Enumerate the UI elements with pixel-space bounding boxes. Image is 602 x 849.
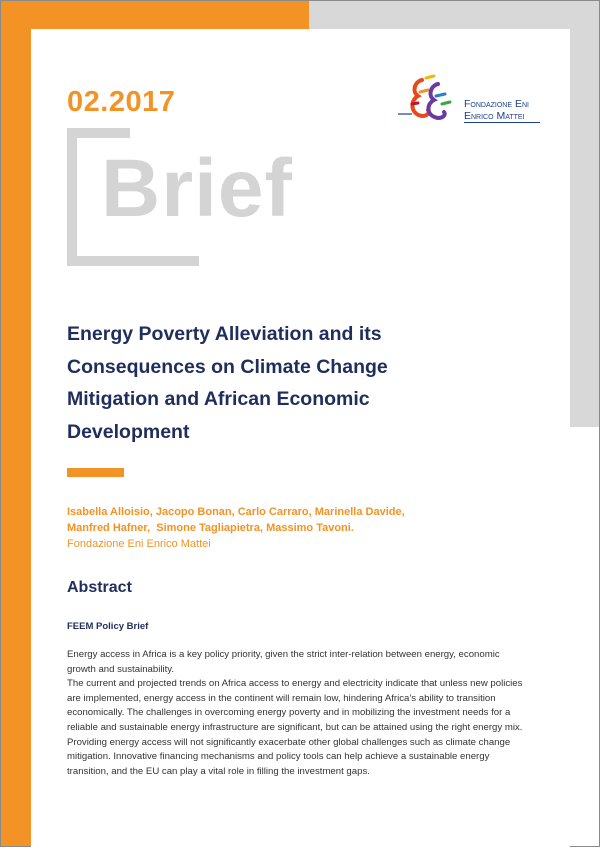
affiliation: Fondazione Eni Enrico Mattei	[67, 538, 211, 550]
document-title	[67, 318, 457, 448]
issue-number: 02.2017	[67, 86, 176, 118]
feem-logo-text	[464, 98, 540, 123]
feem-logo	[398, 74, 548, 124]
title-line: Consequences on Climate Change	[67, 355, 388, 378]
logo-line-1: Fondazione Eni	[464, 98, 529, 110]
authors-line: Isabella Alloisio, Jacopo Bonan, Carlo Carraro, Marinella Davide,	[67, 506, 405, 518]
policy-brief-label: FEEM Policy Brief	[67, 621, 149, 632]
title-line: Mitigation and African Economic	[67, 388, 370, 410]
orange-divider-rule	[67, 468, 124, 477]
feem-logo-icon	[398, 74, 464, 124]
title-line: Development	[67, 420, 190, 443]
abstract-paragraph: Energy access in Africa is a key policy priority, given the strict inter-relation between energy, economic growth and sustainability.	[67, 649, 500, 675]
abstract-heading: Abstract	[67, 579, 132, 596]
title-line: Energy Poverty Alleviation and its	[67, 323, 382, 345]
abstract-paragraph: The current and projected trends on Africa access to energy and electricity indicate that unless new policies are implemented, energy access in the continent will remain low, hindering Africa’s ability to transition economically. The challenges in overcoming energy poverty and in mobilizing the investment needs for a reliable and sustainable energy infrastructure are significant, but can be attained using the right energy mix. Providing energy access will not significantly exacerbate other global challenges such as climate change mitigation. Innovative financing mechanisms and policy tools can help achieve a sustainable energy transition, and the EU can play a vital role in filling the investment gaps.	[67, 678, 523, 777]
abstract-body	[67, 648, 531, 779]
authors	[67, 504, 487, 536]
logo-line-2: Enrico Mattei	[464, 110, 540, 123]
authors-line: Manfred Hafner, Simone Tagliapietra, Massimo Tavoni.	[67, 522, 354, 534]
brief-label: Brief	[101, 143, 293, 234]
bracket-gap	[130, 128, 210, 138]
